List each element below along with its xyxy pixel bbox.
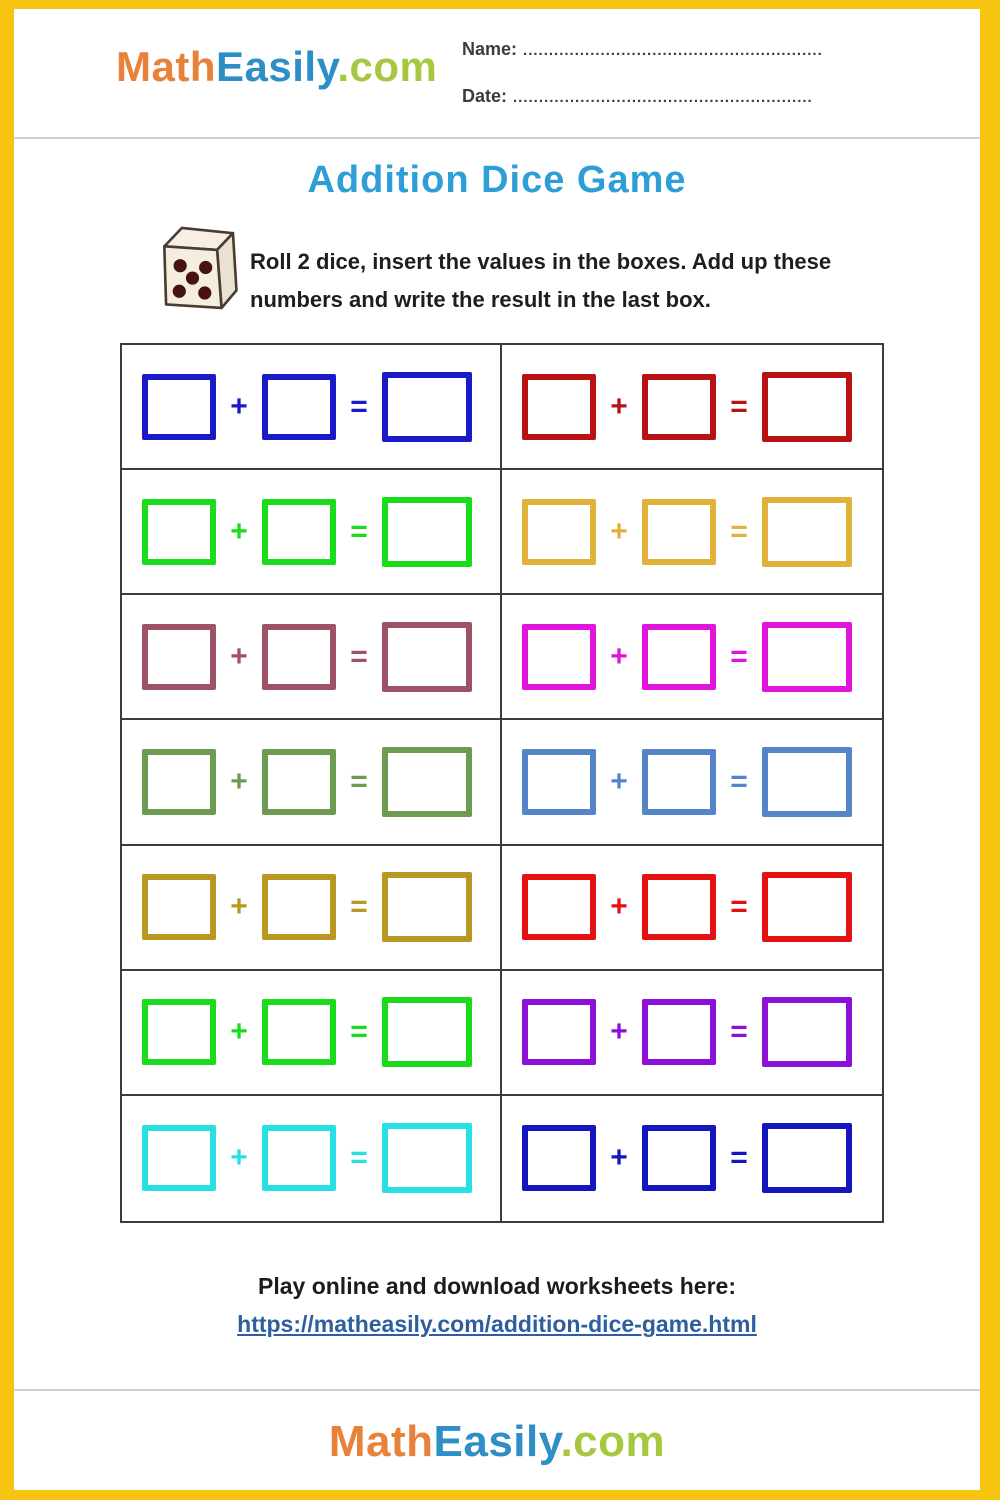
name-date-fields xyxy=(462,39,830,133)
addend-box-1[interactable] xyxy=(522,874,596,940)
result-box[interactable] xyxy=(382,747,472,817)
plus-sign: + xyxy=(610,1015,628,1049)
addend-box-2[interactable] xyxy=(262,1125,336,1191)
worksheet-url-link[interactable]: https://matheasily.com/addition-dice-game.html xyxy=(237,1311,757,1337)
equals-sign: = xyxy=(730,890,748,924)
addend-box-1[interactable] xyxy=(142,1125,216,1191)
equation-cell-row4-left xyxy=(122,720,502,845)
equation-cell-row2-left xyxy=(122,470,502,595)
addend-box-1[interactable] xyxy=(522,1125,596,1191)
footer-text: Play online and download worksheets here: xyxy=(258,1273,736,1299)
instructions-line-1: Roll 2 dice, insert the values in the boxes. Add up these xyxy=(250,249,832,274)
addend-box-1[interactable] xyxy=(522,499,596,565)
logo-part-com: .com xyxy=(337,43,438,90)
plus-sign: + xyxy=(230,639,248,673)
result-box[interactable] xyxy=(762,872,852,942)
addend-box-2[interactable] xyxy=(642,749,716,815)
equation-cell-row1-right xyxy=(502,345,882,470)
addend-box-2[interactable] xyxy=(262,374,336,440)
addend-box-1[interactable] xyxy=(142,374,216,440)
addend-box-1[interactable] xyxy=(142,999,216,1065)
addend-box-2[interactable] xyxy=(262,499,336,565)
addend-box-2[interactable] xyxy=(642,499,716,565)
matheasily-logo-top xyxy=(116,43,437,91)
date-label: Date: xyxy=(462,86,508,106)
addend-box-2[interactable] xyxy=(262,749,336,815)
equals-sign: = xyxy=(350,1141,368,1175)
dice-five-icon xyxy=(152,221,240,321)
equation-cell-row4-right xyxy=(502,720,882,845)
addend-box-1[interactable] xyxy=(142,624,216,690)
plus-sign: + xyxy=(610,764,628,798)
plus-sign: + xyxy=(230,389,248,423)
name-field xyxy=(462,39,830,60)
equals-sign: = xyxy=(730,764,748,798)
equation-cell-row2-right xyxy=(502,470,882,595)
worksheet-page xyxy=(14,9,980,1490)
plus-sign: + xyxy=(610,389,628,423)
addend-box-2[interactable] xyxy=(262,874,336,940)
result-box[interactable] xyxy=(382,372,472,442)
addend-box-1[interactable] xyxy=(522,999,596,1065)
result-box[interactable] xyxy=(762,1123,852,1193)
header-divider xyxy=(14,137,980,139)
equation-cell-row3-left xyxy=(122,595,502,720)
addend-box-2[interactable] xyxy=(642,374,716,440)
result-box[interactable] xyxy=(382,1123,472,1193)
plus-sign: + xyxy=(610,514,628,548)
addend-box-2[interactable] xyxy=(262,624,336,690)
result-box[interactable] xyxy=(762,747,852,817)
addend-box-1[interactable] xyxy=(522,624,596,690)
plus-sign: + xyxy=(230,1141,248,1175)
equals-sign: = xyxy=(730,514,748,548)
result-box[interactable] xyxy=(382,497,472,567)
equals-sign: = xyxy=(350,639,368,673)
addend-box-2[interactable] xyxy=(642,874,716,940)
equals-sign: = xyxy=(350,764,368,798)
footer-divider xyxy=(14,1389,980,1391)
result-box[interactable] xyxy=(382,997,472,1067)
date-field xyxy=(462,86,830,107)
equation-cell-row6-left xyxy=(122,971,502,1096)
equals-sign: = xyxy=(730,389,748,423)
date-field-line[interactable]: .......................................................... xyxy=(513,89,813,106)
equals-sign: = xyxy=(730,639,748,673)
plus-sign: + xyxy=(230,514,248,548)
addend-box-2[interactable] xyxy=(262,999,336,1065)
equation-cell-row7-left xyxy=(122,1096,502,1221)
result-box[interactable] xyxy=(382,872,472,942)
result-box[interactable] xyxy=(382,622,472,692)
addend-box-1[interactable] xyxy=(522,374,596,440)
equation-cell-row5-left xyxy=(122,846,502,971)
addend-box-2[interactable] xyxy=(642,1125,716,1191)
plus-sign: + xyxy=(610,1141,628,1175)
addend-box-1[interactable] xyxy=(142,874,216,940)
equation-cell-row1-left xyxy=(122,345,502,470)
addend-box-1[interactable] xyxy=(142,749,216,815)
result-box[interactable] xyxy=(762,997,852,1067)
addend-box-1[interactable] xyxy=(522,749,596,815)
equals-sign: = xyxy=(350,514,368,548)
plus-sign: + xyxy=(230,890,248,924)
result-box[interactable] xyxy=(762,622,852,692)
plus-sign: + xyxy=(610,890,628,924)
name-field-line[interactable]: .......................................................... xyxy=(523,42,823,59)
equation-cell-row5-right xyxy=(502,846,882,971)
addend-box-1[interactable] xyxy=(142,499,216,565)
plus-sign: + xyxy=(230,764,248,798)
name-label: Name: xyxy=(462,39,518,59)
footer-link-wrap xyxy=(14,1311,980,1338)
logo-part-easily: Easily xyxy=(433,1417,561,1466)
equals-sign: = xyxy=(730,1015,748,1049)
equals-sign: = xyxy=(350,1015,368,1049)
result-box[interactable] xyxy=(762,497,852,567)
equation-cell-row6-right xyxy=(502,971,882,1096)
page-title: Addition Dice Game xyxy=(307,159,687,201)
equation-cell-row7-right xyxy=(502,1096,882,1221)
equals-sign: = xyxy=(730,1141,748,1175)
addend-box-2[interactable] xyxy=(642,999,716,1065)
logo-part-easily: Easily xyxy=(216,43,338,90)
worksheet-grid xyxy=(120,343,884,1223)
logo-part-math: Math xyxy=(116,43,216,90)
matheasily-logo-bottom xyxy=(14,1417,980,1467)
equals-sign: = xyxy=(350,389,368,423)
addend-box-2[interactable] xyxy=(642,624,716,690)
plus-sign: + xyxy=(230,1015,248,1049)
logo-part-com: .com xyxy=(560,1417,666,1466)
logo-part-math: Math xyxy=(328,1417,434,1466)
result-box[interactable] xyxy=(762,372,852,442)
equation-cell-row3-right xyxy=(502,595,882,720)
instructions-text xyxy=(250,243,890,319)
instructions-line-2: numbers and write the result in the last box. xyxy=(250,287,711,312)
equals-sign: = xyxy=(350,890,368,924)
plus-sign: + xyxy=(610,639,628,673)
